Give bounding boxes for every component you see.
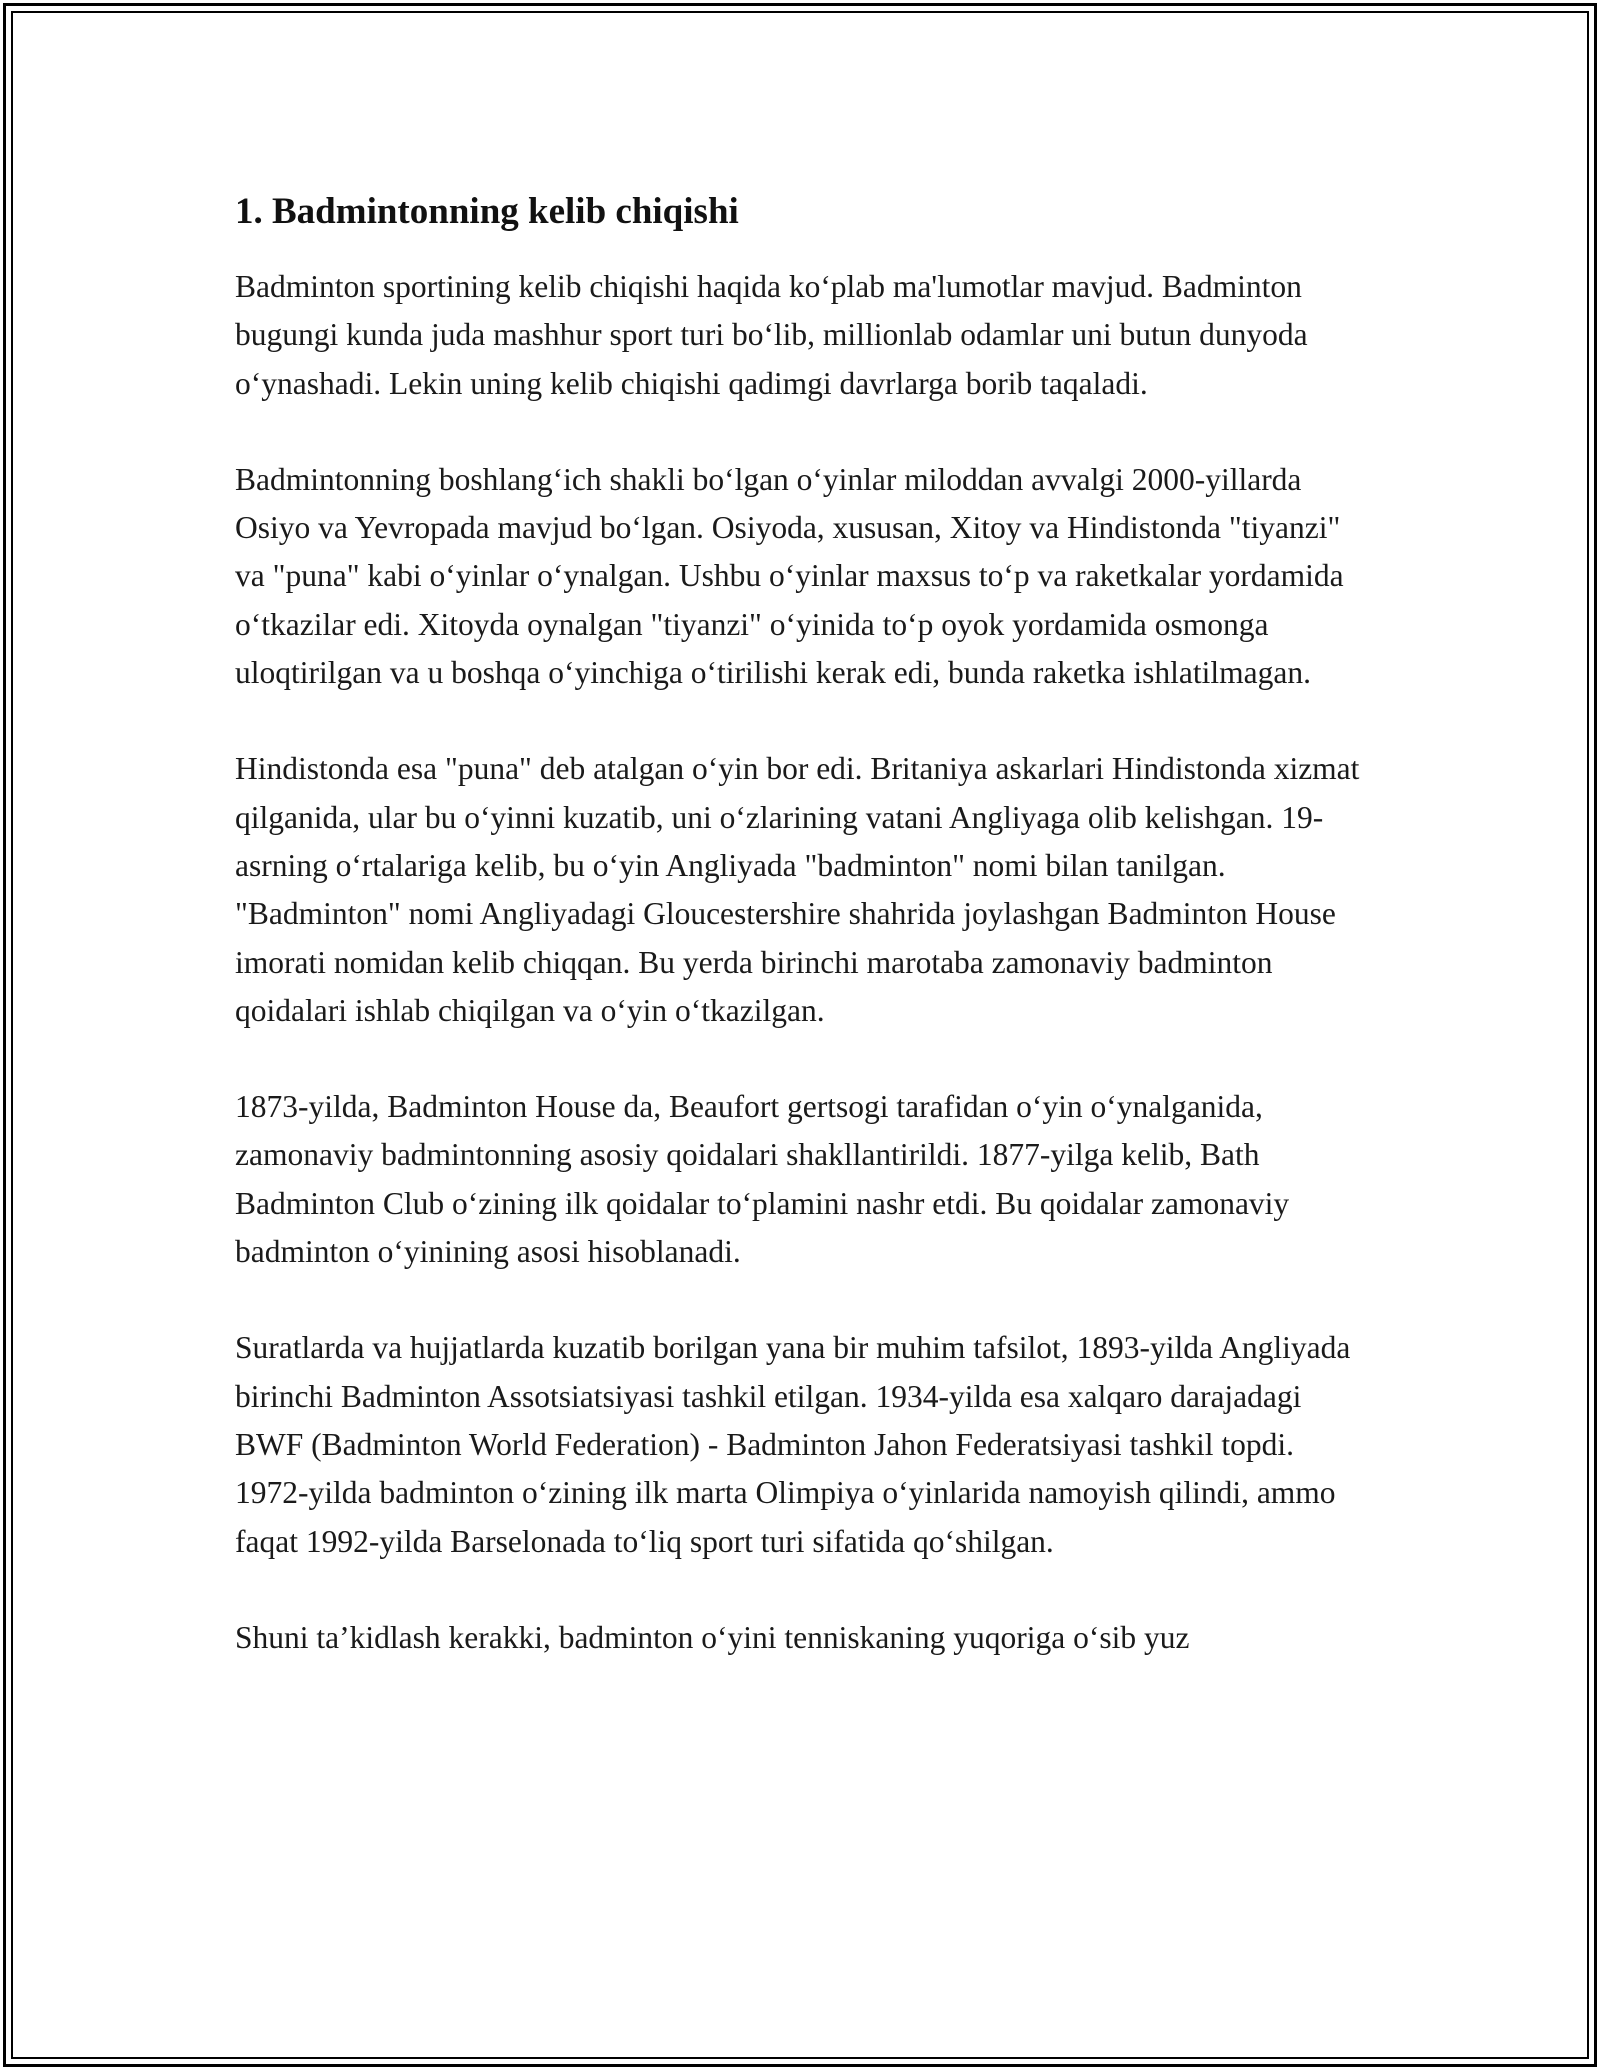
paragraph-2: Badmintonning boshlang‘ich shakli bo‘lgan o‘yinlar miloddan avvalgi 2000-yillarda Osiyo va Yevropada mavjud bo‘lgan. Osiyoda, xususan, Xitoy va Hindistonda "tiyanzi" va "puna" kabi o‘yinlar o‘ynalgan. Ushbu o‘yinlar maxsus to‘p va raketkalar yordamida o‘tkazilar edi. Xitoyda oynalgan "tiyanzi" o‘yinida to‘p oyok yordamida osmonga uloqtirilgan va u boshqa o‘yinchiga o‘tirilishi kerak edi, bunda raketka ishlatilmagan. <box>235 461 1344 691</box>
paragraph-4: 1873-yilda, Badminton House da, Beaufort gertsogi tarafidan o‘yin o‘ynalganida, zamonaviy badmintonning asosiy qoidalari shakllantirildi. 1877-yilga kelib, Bath Badminton Club o‘zining ilk qoidalar to‘plamini nashr etdi. Bu qoidalar zamonaviy badminton o‘yinining asosi hisoblanadi. <box>235 1089 1290 1270</box>
paragraph-6: Shuni ta’kidlash kerakki, badminton o‘yini tenniskaning yuqoriga o‘sib yuz <box>235 1619 1190 1655</box>
paragraph-1: Badminton sportining kelib chiqishi haqida ko‘plab ma'lumotlar mavjud. Badminton bugungi kunda juda mashhur sport turi bo‘lib, millionlab odamlar uni butun dunyoda o‘ynashadi. Lekin uning kelib chiqishi qadimgi davrlarga borib taqaladi. <box>235 269 1308 401</box>
section-heading: 1. Badmintonning kelib chiqishi <box>235 191 739 232</box>
paragraph-3: Hindistonda esa "puna" deb atalgan o‘yin bor edi. Britaniya askarlari Hindistonda xizmat qilganida, ular bu o‘yinni kuzatib, uni o‘zlarining vatani Angliyaga olib kelishgan. 19-asrning o‘rtalariga kelib, bu o‘yin Angliyada "badminton" nomi bilan tanilgan. "Badminton" nomi Angliyadagi Gloucestershire shahrida joylashgan Badminton House imorati nomidan kelib chiqqan. Bu yerda birinchi marotaba zamonaviy badminton qoidalari ishlab chiqilgan va o‘yin o‘tkazilgan. <box>235 751 1360 1028</box>
paragraph-5: Suratlarda va hujjatlarda kuzatib borilgan yana bir muhim tafsilot, 1893-yilda Angliyada birinchi Badminton Assotsiatsiyasi tashkil etilgan. 1934-yilda esa xalqaro darajadagi BWF (Badminton World Federation) - Badminton Jahon Federatsiyasi tashkil topdi. 1972-yilda badminton o‘zining ilk marta Olimpiya o‘yinlarida namoyish qilindi, ammo faqat 1992-yilda Barselonada to‘liq sport turi sifatida qo‘shilgan. <box>235 1330 1351 1559</box>
document-body <box>235 187 1375 1710</box>
